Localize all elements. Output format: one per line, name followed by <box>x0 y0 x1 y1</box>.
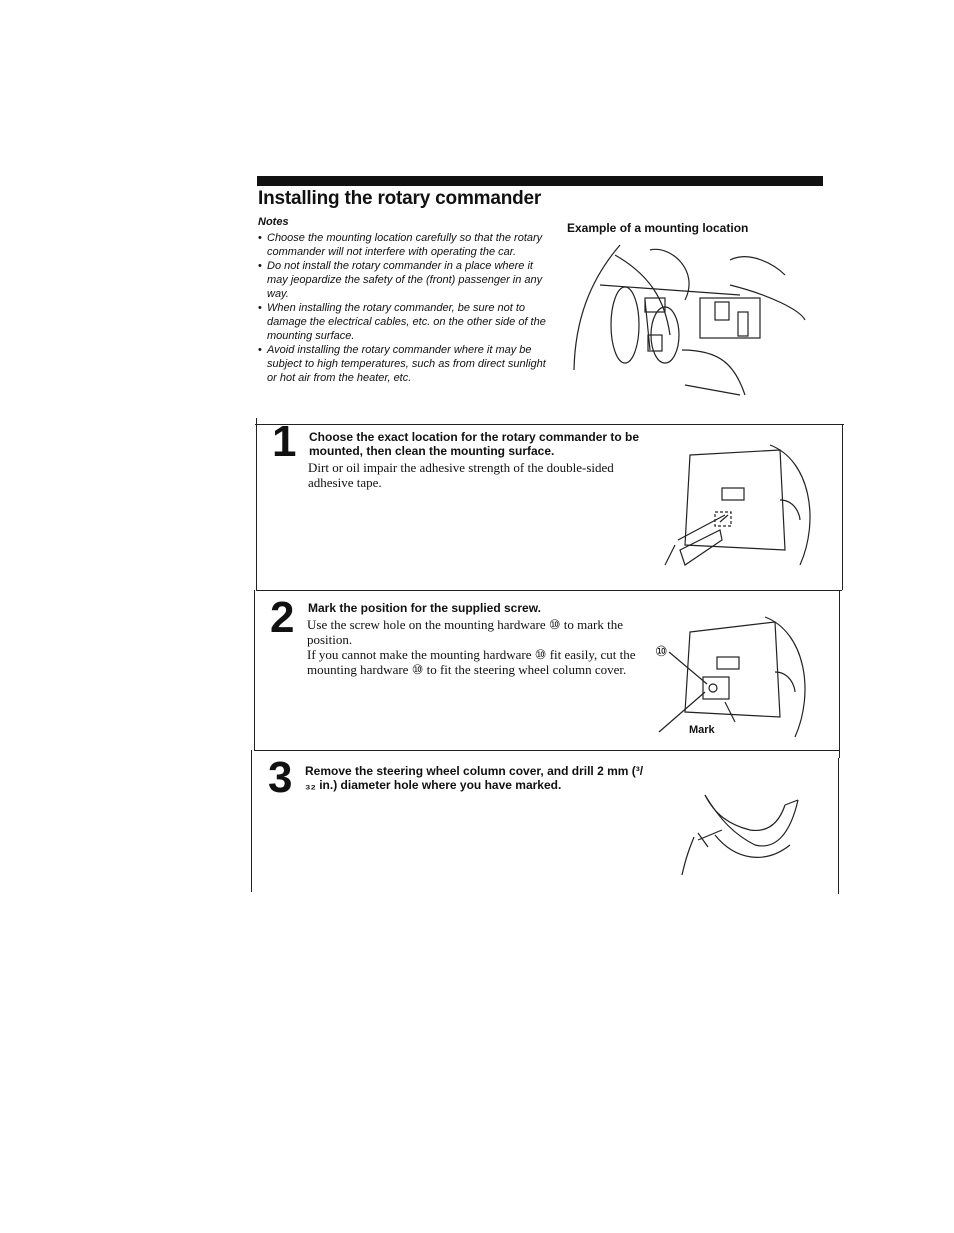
steps-right-border <box>839 590 840 758</box>
steps-right-border <box>838 758 839 894</box>
example-dashboard-illustration <box>570 240 810 400</box>
step-body-text: If you cannot make the mounting hardware ⑩ fit easily, cut the mounting hardware ⑩ to fit the steering wheel column cover. <box>307 647 636 677</box>
step-number: 1 <box>272 417 297 466</box>
note-item: • Choose the mounting location carefully so that the rotary commander will not interfere with operating the car. <box>258 231 548 259</box>
step-divider <box>254 750 839 751</box>
steps-left-border <box>251 750 252 892</box>
note-item: • Avoid installing the rotary commander where it may be subject to high temperatures, such as from direct sunlight or hot air from the heater, etc. <box>258 343 548 385</box>
step-body-text: Use the screw hole on the mounting hardware ⑩ to mark the position. <box>307 617 623 647</box>
step-number: 2 <box>270 593 295 642</box>
step-body <box>308 460 643 490</box>
step-heading: Remove the steering wheel column cover, and drill 2 mm (³/₃₂ in.) diameter hole where you have marked. <box>305 764 644 792</box>
step-body <box>307 617 642 677</box>
step-heading: Choose the exact location for the rotary commander to be mounted, then clean the mounting surface. <box>309 430 640 458</box>
step-divider <box>256 590 842 591</box>
steps-right-border <box>842 424 843 590</box>
step1-mounting-illustration <box>660 440 820 570</box>
step2-marking-illustration <box>655 612 815 742</box>
page-title: Installing the rotary commander <box>258 188 542 209</box>
step-body-text: Dirt or oil impair the adhesive strength of the double-sided adhesive tape. <box>308 460 614 490</box>
note-item: • Do not install the rotary commander in a place where it may jeopardize the safety of the (front) passenger in any way. <box>258 259 548 301</box>
title-rule <box>257 176 823 186</box>
step-heading: Mark the position for the supplied screw. <box>308 601 541 615</box>
notes-heading: Notes <box>258 216 289 228</box>
example-caption: Example of a mounting location <box>567 221 749 235</box>
step-number: 3 <box>268 753 293 802</box>
mark-label: Mark <box>689 724 715 736</box>
notes-list <box>258 231 548 385</box>
steps-left-border <box>254 590 255 750</box>
steps-left-border <box>256 418 257 590</box>
hardware-callout: ⑩ <box>655 645 668 660</box>
note-item: • When installing the rotary commander, be sure not to damage the electrical cables, etc. on the other side of the mounting surface. <box>258 301 548 343</box>
step3-drill-illustration <box>680 775 810 880</box>
steps-top-border <box>255 424 844 425</box>
